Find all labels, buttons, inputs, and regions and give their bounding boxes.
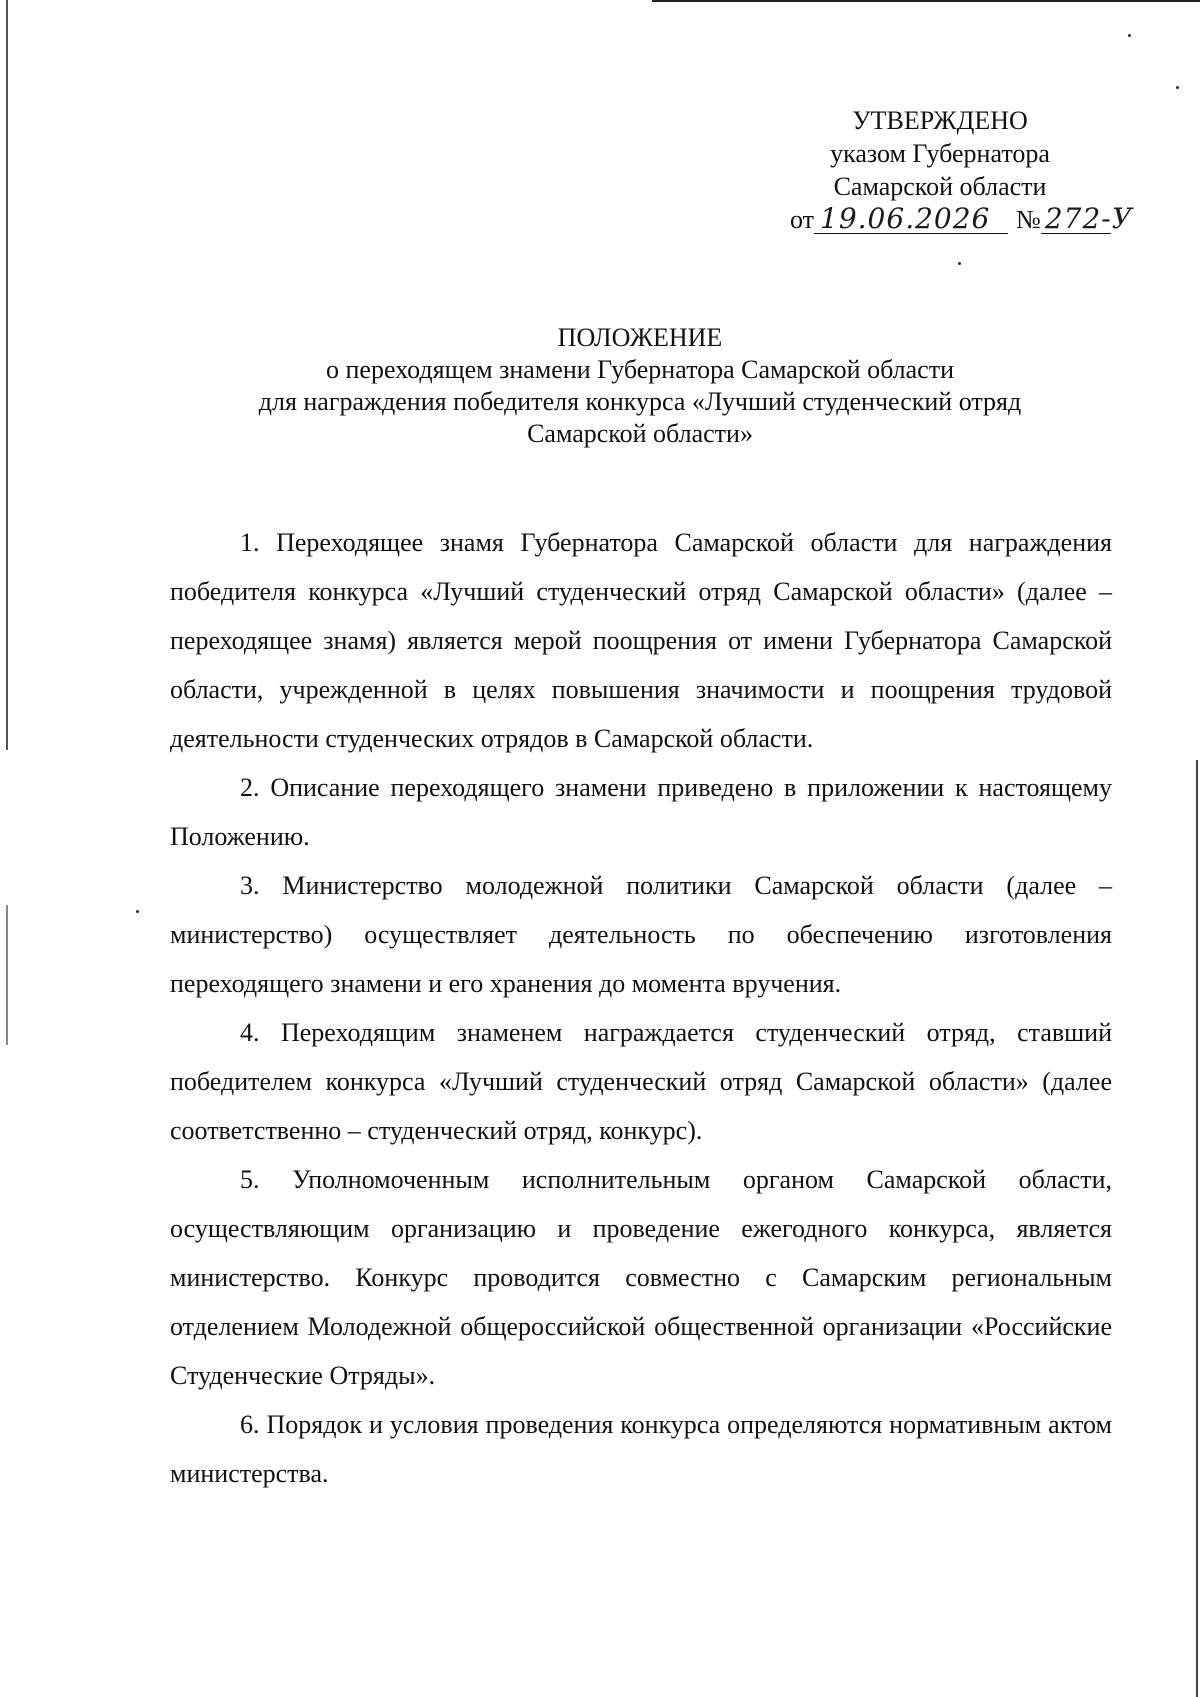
approval-block (780, 104, 1133, 236)
paragraph-4: 4. Переходящим знаменем награждается студенческий отряд, ставший победителем конкурса «Лучший студенческий отряд Самарской области» (далее соответственно – студенческий отряд, конкурс). (170, 1018, 1112, 1145)
scan-speck (1176, 86, 1179, 89)
date-prefix: от (790, 205, 815, 234)
scan-edge-left-lower (6, 905, 8, 1045)
scan-edge-right (1196, 760, 1198, 1697)
title-subject-line-2: для награждения победителя конкурса «Лучший студенческий отряд (258, 387, 1022, 416)
approval-heading: УТВЕРЖДЕНО (852, 106, 1028, 135)
scan-speck (958, 262, 961, 265)
title-subject-line-1: о переходящем знамени Губернатора Самарской области (326, 355, 954, 384)
number-sign: № (1016, 205, 1041, 234)
paragraph-2: 2. Описание переходящего знамени приведено в приложении к настоящему Положению. (170, 773, 1112, 851)
paragraph-1: 1. Переходящее знамя Губернатора Самарской области для награждения победителя конкурса «Лучший студенческий отряд Самарской области» (далее – переходящее знамя) является мерой поощрения от имени Губернатора Самарской области, учрежденной в целях повышения значимости и поощрения трудовой деятельности студенческих отрядов в Самарской области. (170, 528, 1112, 753)
paragraph-6: 6. Порядок и условия проведения конкурса определяются нормативным актом министерства. (170, 1410, 1112, 1488)
scan-edge-left (6, 0, 8, 750)
title-subject-line-3: Самарской области» (527, 419, 753, 448)
scan-edge-top (652, 0, 1200, 2)
paragraph-3: 3. Министерство молодежной политики Самарской области (далее – министерство) осуществляет деятельность по обеспечению изготовления переходящего знамени и его хранения до момента вручения. (170, 871, 1112, 998)
paragraph-5: 5. Уполномоченным исполнительным органом Самарской области, осуществляющим организацию и проведение ежегодного конкурса, является министерство. Конкурс проводится совместно с Самарским региональным отделением Молодежной общероссийской общественной организации «Российские Студенческие Отряды». (170, 1165, 1112, 1390)
approval-region: Самарской области (833, 172, 1047, 201)
document-title (170, 322, 1110, 450)
handwritten-date: 19.06.2026 (814, 205, 1008, 234)
handwritten-number: 272-У (1041, 205, 1111, 234)
scan-speck (1128, 34, 1131, 37)
scan-speck (136, 910, 139, 913)
document-body (170, 518, 1112, 1498)
approval-decree: указом Губернатора (830, 139, 1050, 168)
approval-date-row (780, 202, 1133, 236)
title-heading: ПОЛОЖЕНИЕ (557, 323, 723, 352)
